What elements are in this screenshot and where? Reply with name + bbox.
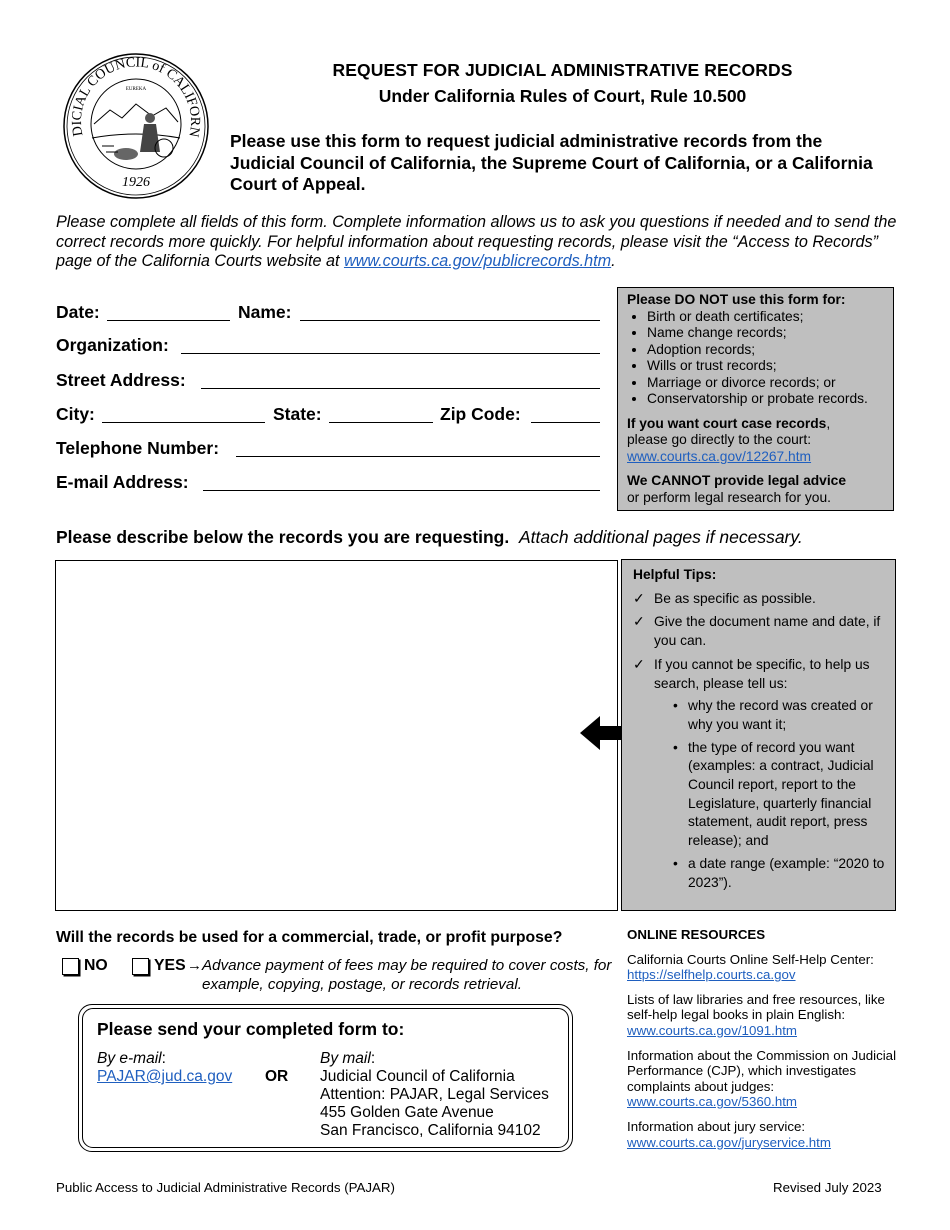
case-records-comma: , [826,415,831,431]
svg-text:JUDICIAL COUNCIL of CALIFORNIA: DICIAL COUNCIL of CALIFORN [69,55,203,139]
cjp-link[interactable]: www.courts.ca.gov/5360.htm [627,1094,797,1110]
form-title: REQUEST FOR JUDICIAL ADMINISTRATIVE RECORDS [332,60,793,80]
records-description-box[interactable] [55,560,618,911]
describe-bold: Please describe below the records you are requesting. [56,527,510,547]
colon: : [370,1050,376,1067]
intro-paragraph [56,213,906,272]
form-subtitle: Under California Rules of Court, Rule 10.500 [378,86,747,106]
name-label: Name: [238,302,292,322]
mail-column [320,1050,549,1140]
yes-label: YES [154,957,186,974]
describe-italic: Attach additional pages if necessary. [518,527,803,547]
check-icon: ✓ [633,614,645,630]
send-title: Please send your completed form to: [97,1019,405,1039]
list-item [633,855,895,892]
list-item: • Wills or trust records; [647,358,893,375]
list-item [627,992,897,1039]
do-not-heading: Please DO NOT use this form for: [627,292,846,307]
list-item [633,739,895,851]
list-item: • Birth or death certificates; [647,309,893,326]
commercial-question: Will the records be used for a commercial, trade, or profit purpose? [56,929,563,946]
svg-text:EUREKA: EUREKA [125,87,147,92]
resource-text: Information about the Commission on Judicial Performance (CJP), which investigates complaints about judges: [627,1047,897,1094]
zip-code-field[interactable] [531,422,600,423]
public-records-link[interactable]: www.courts.ca.gov/publicrecords.htm [343,252,612,270]
or-label: OR [265,1068,289,1085]
organization-label: Organization: [56,335,169,355]
street-address-label: Street Address: [56,370,186,390]
street-address-field[interactable] [201,388,600,389]
bullet-icon: • [673,855,678,871]
check-icon: ✓ [633,590,645,606]
date-label: Date: [56,302,100,322]
list-item: • Conservatorship or probate records. [647,391,893,408]
by-email-label: By e-mail [97,1050,162,1067]
mail-line: 455 Golden Gate Avenue [320,1104,494,1121]
advance-payment-note: Advance payment of fees may be required to cover costs, for example, copying, postage, or records retrieval. [202,957,612,993]
email-field[interactable] [203,490,600,491]
resource-text: Lists of law libraries and free resources, like self-help legal books in plain English: [627,991,885,1023]
list-item: • Name change records; [647,325,893,342]
right-arrow-icon: → [187,957,202,974]
mail-line: Attention: PAJAR, Legal Services [320,1086,549,1103]
resources-heading: ONLINE RESOURCES [627,927,766,942]
email-column [97,1050,232,1086]
organization-field[interactable] [181,353,600,354]
do-not-use-box [617,287,894,511]
tips-heading: Helpful Tips: [633,567,717,582]
check-icon: ✓ [633,656,645,672]
describe-heading [56,527,803,548]
email-label: E-mail Address: [56,472,189,492]
resource-text: Information about jury service: [627,1118,806,1134]
yes-checkbox[interactable] [132,958,149,975]
footer-left: Public Access to Judicial Administrative Records (PAJAR) [56,1180,395,1195]
list-item [633,613,895,650]
telephone-label: Telephone Number: [56,438,220,458]
name-field[interactable] [300,320,600,321]
city-label: City: [56,404,95,424]
court-case-link[interactable]: www.courts.ca.gov/12267.htm [627,448,812,464]
case-records-bold: If you want court case records [627,415,827,431]
list-item [627,952,897,983]
mail-line: San Francisco, California 94102 [320,1122,541,1139]
judicial-council-seal [62,52,210,200]
svg-text:1926: 1926 [122,175,150,190]
tip-text: If you cannot be specific, to help us search, please tell us: [654,656,870,691]
bullet-icon: • [673,698,678,714]
list-item [627,1119,897,1150]
pajar-email-link[interactable]: PAJAR@jud.ca.gov [97,1068,233,1085]
law-libraries-link[interactable]: www.courts.ca.gov/1091.htm [627,1022,797,1038]
list-item [627,1048,897,1110]
city-field[interactable] [102,422,265,423]
online-resources [627,927,897,1159]
state-label: State: [273,404,322,424]
legal-advice-note [627,473,893,506]
do-not-list [627,309,893,408]
date-field[interactable] [107,320,230,321]
intro-end: . [611,252,616,270]
helpful-tips-box [621,559,896,911]
tip-text: Give the document name and date, if you can. [654,614,881,649]
tip-text: Be as specific as possible. [654,590,816,606]
telephone-field[interactable] [236,456,600,457]
bullet-icon: • [673,739,678,755]
self-help-link[interactable]: https://selfhelp.courts.ca.gov [627,967,796,983]
resource-text: California Courts Online Self-Help Center: [627,951,874,967]
by-mail-label: By mail [320,1050,371,1067]
jury-service-link[interactable]: www.courts.ca.gov/juryservice.htm [627,1134,831,1150]
form-instruction: Please use this form to request judicial administrative records from the Judicial Council of California, the Supreme Court of California, or a California Court of Appeal. [230,131,873,194]
legal-advice-rest: or perform legal research for you. [627,489,831,505]
case-records-note [627,416,893,466]
list-item [633,656,895,693]
state-field[interactable] [329,422,433,423]
list-item: • Adoption records; [647,342,893,359]
footer-right: Revised July 2023 [773,1180,882,1195]
no-label: NO [84,957,108,974]
mail-line: Judicial Council of California [320,1068,515,1085]
intro-text: Please complete all fields of this form. Complete information allows us to ask you questions if needed and to send the correct records more quickly. For helpful information about requesting records, please visit the “Access to Records” page of the California Courts website at [56,213,897,270]
tip-sub-text: the type of record you want (examples: a contract, Judicial Council report, report to the Legislature, quarterly financial statement, audit report, press release); and [688,739,874,849]
case-records-line: please go directly to the court: [627,432,812,447]
tip-sub-text: a date range (example: “2020 to 2023”). [688,855,885,890]
tip-sub-text: why the record was created or why you want it; [688,698,873,732]
list-item [633,697,895,734]
no-checkbox[interactable] [62,958,79,975]
legal-advice-bold: We CANNOT provide legal advice [627,473,847,488]
colon: : [161,1050,166,1067]
list-item: • Marriage or divorce records; or [647,375,893,392]
list-item [633,590,895,609]
zip-code-label: Zip Code: [440,404,521,424]
